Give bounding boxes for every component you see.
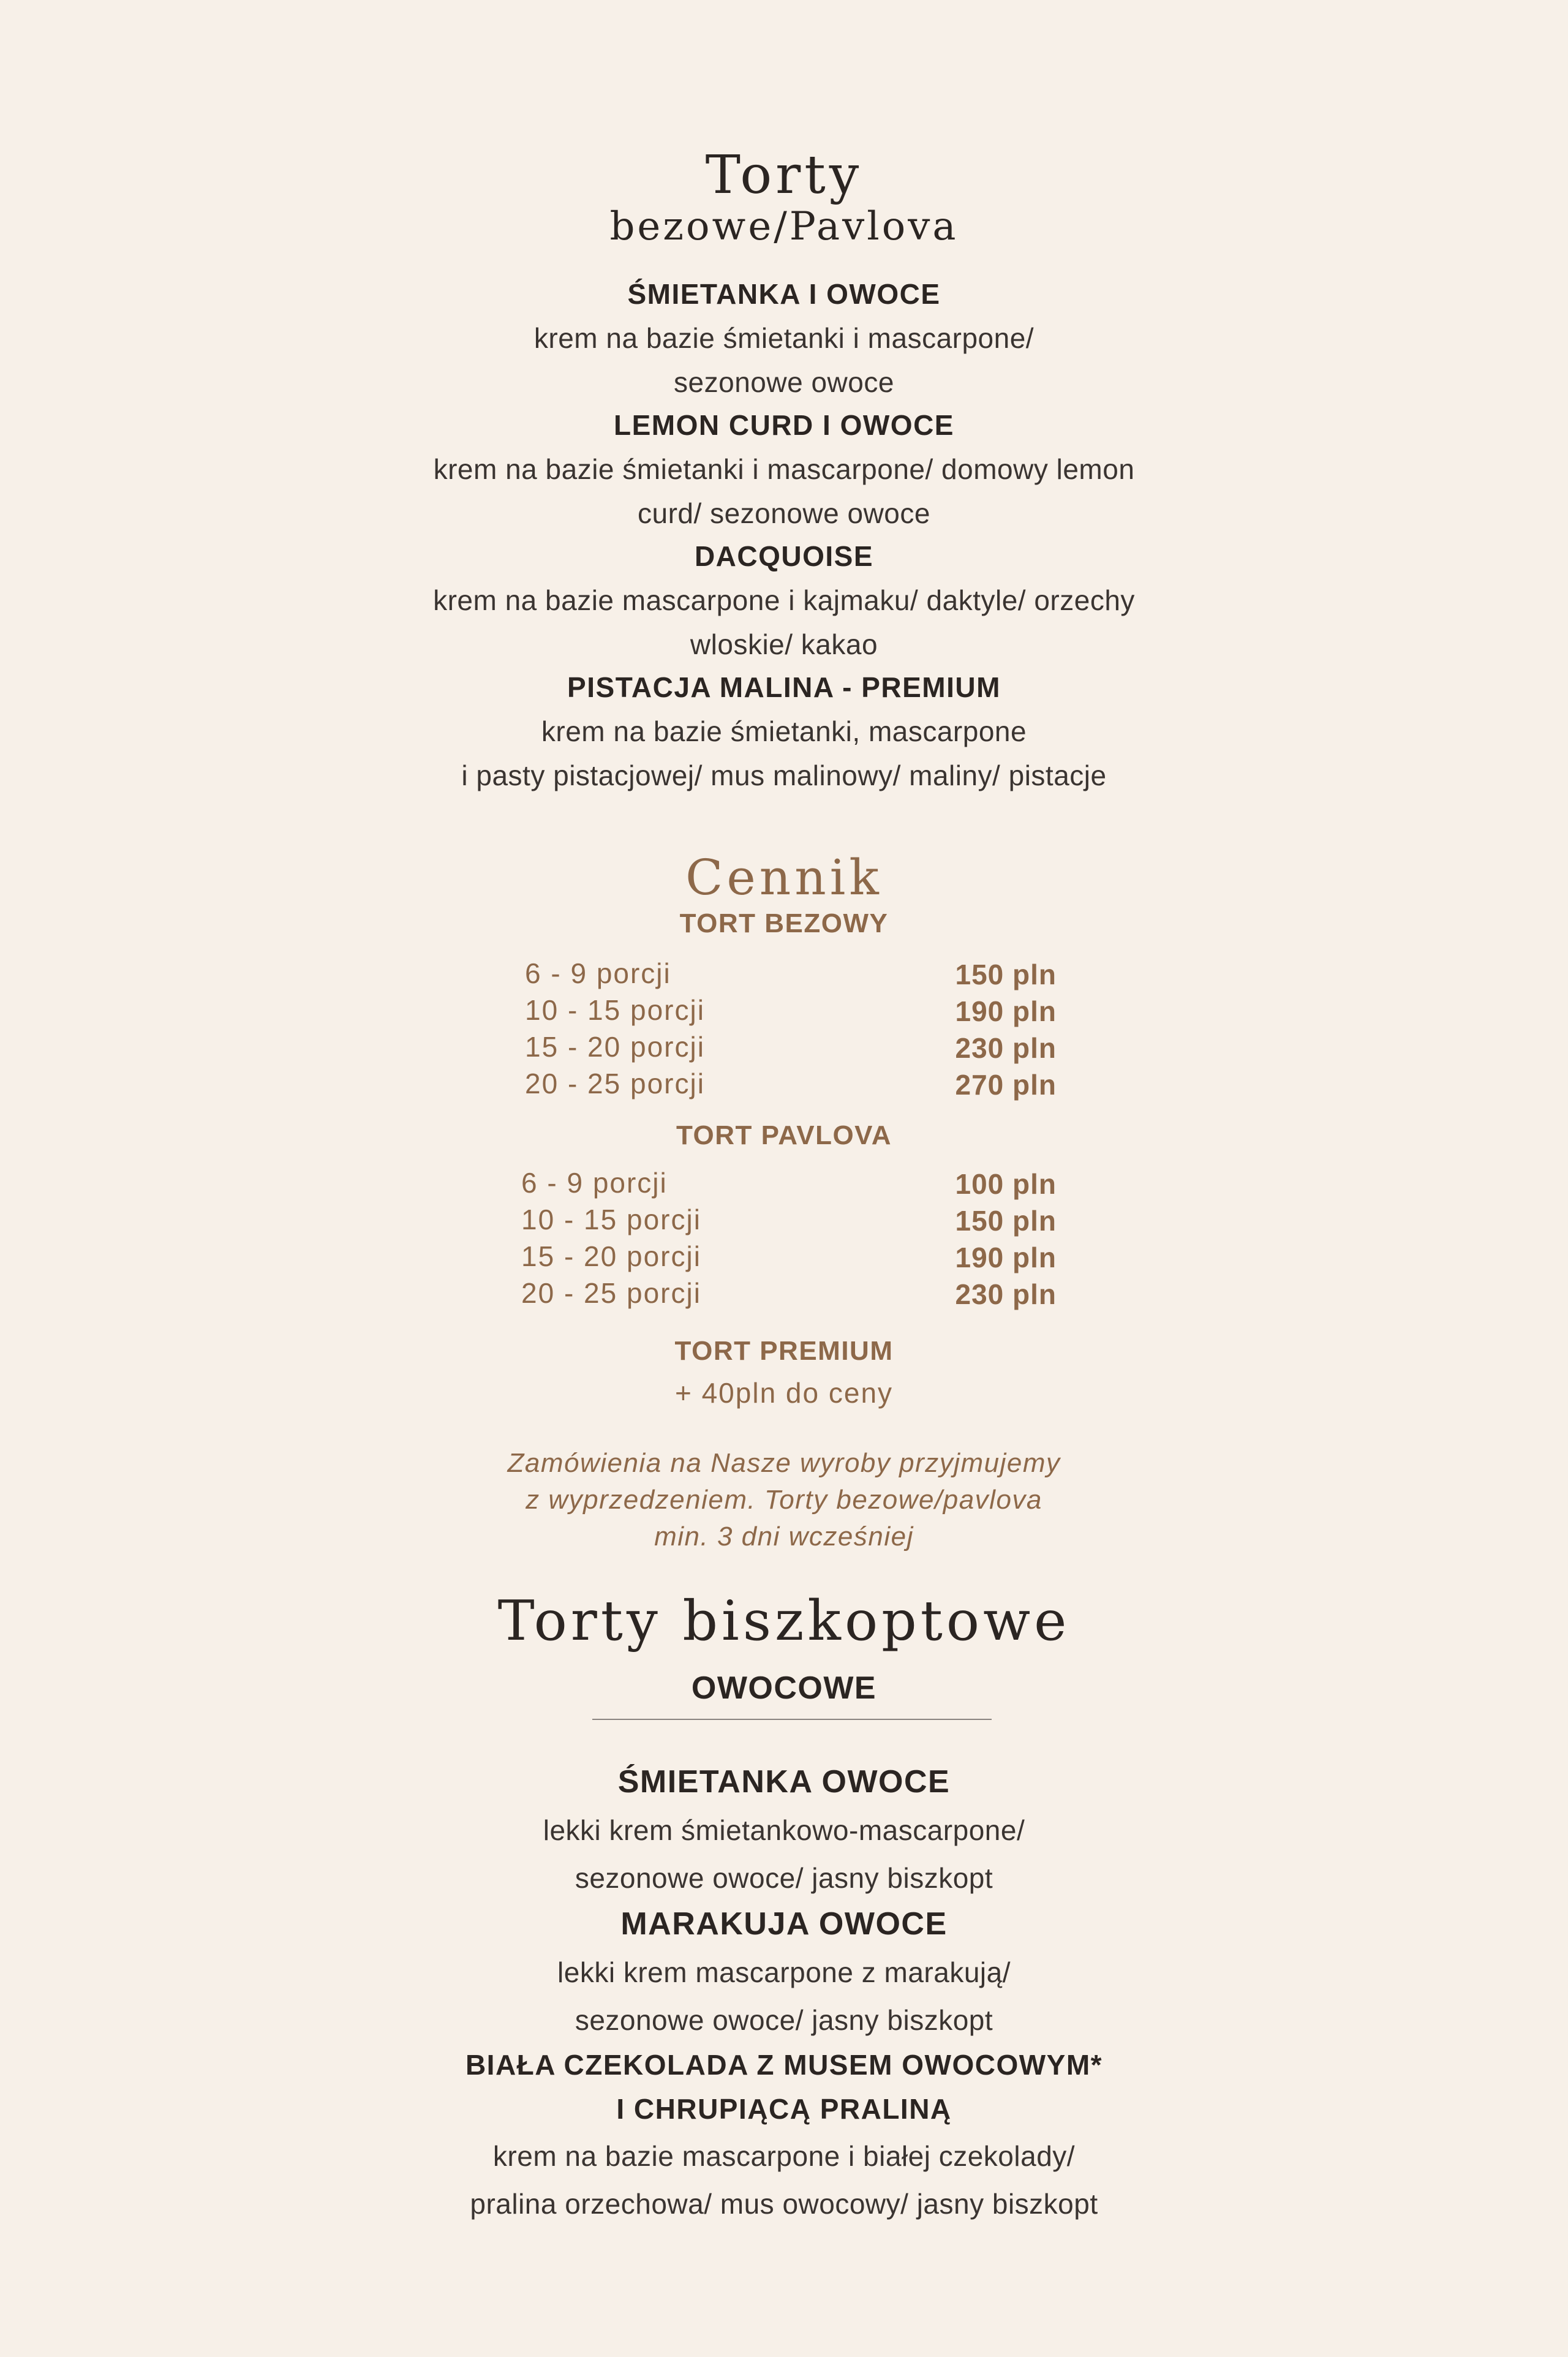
price-row-value: 150 pln [955,1205,1057,1237]
section-title-sponge: Torty biszkoptowe [497,1589,1071,1653]
price-row-label: 6 - 9 porcji [525,957,671,989]
item-description-line: lekki krem mascarpone z marakują/ [557,1956,1011,1988]
price-row-value: 230 pln [955,1278,1057,1310]
price-row-value: 190 pln [955,1242,1057,1273]
item-description-line: curd/ sezonowe owoce [638,497,930,529]
item-description-line: krem na bazie mascarpone i białej czekolady/ [492,2140,1076,2172]
item-name: ŚMIETANKA OWOCE [617,1764,951,1800]
price-row-label: 15 - 20 porcji [521,1240,701,1272]
order-note-line: Zamówienia na Nasze wyroby przyjmujemy [507,1448,1061,1478]
price-row-label: 20 - 25 porcji [521,1277,701,1309]
item-name: DACQUOISE [694,540,874,572]
section-subtitle-meringue: bezowe/Pavlova [609,204,959,249]
item-name: I CHRUPIĄCĄ PRALINĄ [616,2093,952,2125]
price-row-label: 10 - 15 porcji [521,1204,701,1235]
price-row-value: 150 pln [955,959,1057,990]
price-row-label: 20 - 25 porcji [525,1068,705,1099]
price-row-value: 100 pln [955,1168,1057,1200]
item-description-line: sezonowe owoce/ jasny biszkopt [575,2004,993,2036]
item-description-line: lekki krem śmietankowo-mascarpone/ [543,1814,1025,1846]
item-name: PISTACJA MALINA - PREMIUM [567,671,1001,703]
item-description-line: sezonowe owoce [674,366,894,398]
item-description-line: krem na bazie śmietanki i mascarpone/ domowy lemon [433,453,1135,485]
item-description-line: sezonowe owoce/ jasny biszkopt [575,1862,993,1894]
order-note-line: min. 3 dni wcześniej [654,1522,914,1552]
pricing-title: Cennik [685,849,883,906]
price-group-title: TORT PAVLOVA [676,1120,892,1150]
item-description-line: krem na bazie śmietanki, mascarpone [541,715,1027,747]
section-divider [592,1719,992,1720]
order-note-line: z wyprzedzeniem. Torty bezowe/pavlova [526,1485,1042,1515]
price-row-value: 230 pln [955,1032,1057,1064]
item-name: MARAKUJA OWOCE [620,1906,948,1942]
item-name: BIAŁA CZEKOLADA Z MUSEM OWOCOWYM* [465,2049,1103,2081]
premium-note: + 40pln do ceny [674,1377,894,1409]
price-row-value: 190 pln [955,995,1057,1027]
section-subtitle-sponge: OWOCOWE [691,1670,877,1706]
price-row-label: 15 - 20 porcji [525,1031,705,1063]
price-row-label: 6 - 9 porcji [521,1167,668,1199]
section-title-meringue: Torty [705,145,863,206]
item-description-line: wloskie/ kakao [690,628,878,660]
item-name: ŚMIETANKA I OWOCE [627,278,941,310]
price-row-value: 270 pln [955,1069,1057,1101]
item-description-line: i pasty pistacjowej/ mus malinowy/ maliny/ pistacje [461,760,1107,791]
item-description-line: krem na bazie mascarpone i kajmaku/ daktyle/ orzechy [433,584,1135,616]
price-group-title: TORT BEZOWY [679,908,889,938]
item-description-line: krem na bazie śmietanki i mascarpone/ [533,322,1035,354]
premium-title: TORT PREMIUM [674,1336,894,1366]
item-description-line: pralina orzechowa/ mus owocowy/ jasny biszkopt [470,2188,1098,2220]
item-name: LEMON CURD I OWOCE [614,409,954,441]
price-row-label: 10 - 15 porcji [525,994,705,1026]
